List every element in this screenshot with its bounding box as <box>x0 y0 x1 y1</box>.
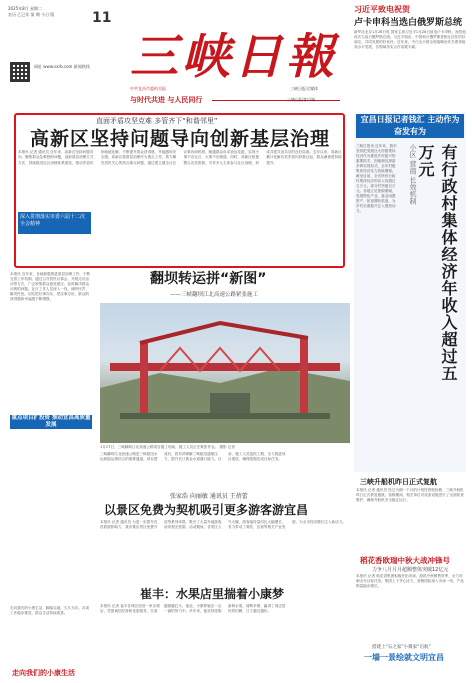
bottom-headline[interactable]: 崔丰：水果店里揣着小康梦 <box>140 587 285 601</box>
feature-body: 三峡翻坝江北高速公路是三峡枢纽水运和陆运相结合的重要通道。项目建成后，将有效缓解三峡枢纽通航压力，提升长江黄金水道通行能力。目前，施工人员抢抓工期，全力推进项目建设，确保按期完成目标任务。 <box>100 452 286 461</box>
top-right-title[interactable]: 习近平致电祝贺 <box>354 5 410 14</box>
top-right-body: 新华社北京1月28日电 国家主席习近平1月28日致电卢卡申科，祝贺他再次当选白俄罗斯总统。习近平指出，中国和白俄罗斯是相互信任的好朋友、共同发展的好伙伴。近年来，中白全天候全面战略伙伴关系持续高水平发展，各领域务实合作成果丰硕。 <box>354 30 466 49</box>
slogan-text: 与时代共进 与人民同行 <box>130 96 203 104</box>
left-column-body: 本报讯 近年来，各地积极推进基层治理工作，不断完善工作机制。通过召开居民议事会、开展走访活动等方式，广泛收集群众意见建议，及时解决群众反映的问题。社区工作人员深入一线，倾听民声，解决民忧，切实把好事办实、把实事办好，群众的获得感和幸福感不断增强。 <box>10 272 91 301</box>
top-right-subtitle[interactable]: 卢卡申科当选白俄罗斯总统 <box>354 18 463 28</box>
bridge-crane-illustration <box>100 303 350 443</box>
sidebar-subhead: 小区 营商 长效机制 <box>409 144 417 205</box>
left-bottom-body: 走向我们的小康生活，脚踏实地，久久为功。各项工作稳步推进，群众生活持续改善。 <box>10 606 90 615</box>
lead-tag-banner[interactable]: 深入贯彻落实市委六届十二次全会精神 <box>18 212 91 234</box>
sidebar-headline[interactable]: 有行政村集体经济年收入超过五万元 <box>416 144 458 382</box>
construction-photo <box>100 303 350 443</box>
civilization-headline[interactable]: 一墙一景绘就文明宜昌 <box>364 653 444 662</box>
page-number: 11 <box>92 10 112 26</box>
newspaper-logo: 三峡日報 <box>130 29 339 85</box>
feature-headline[interactable]: 翻坝转运拼“新图” <box>150 271 267 287</box>
qr-code-icon <box>10 62 30 82</box>
daohuaxiang-headline[interactable]: 稻花香欧瑞中秋大战冲锋号 <box>360 556 450 565</box>
logo-subtitle-2: 三峡日报全媒体 <box>290 86 318 91</box>
lead-headline[interactable]: 高新区坚持问题导向创新基层治理 <box>30 128 331 150</box>
issue-date: 2025年8月 星期二 <box>8 6 42 11</box>
slogan-rule <box>212 100 340 101</box>
issue-info <box>8 6 68 18</box>
ship-lift-body: 本报讯 记者 通讯员 经过为期一个月的计划性停航检修，三峡升船机昨日正式恢复通航。检修期间，相关单位对设备设施进行了全面检查维护，确保升船机安全稳定运行。 <box>356 488 464 502</box>
lead-body: 本报讯 记者 通讯员 近年来，高新区坚持问题导向，聚焦群众急难愁盼问题，创新基层治理方式方法，持续推进社区治理体系建设，推动矛盾纠纷就地化解，不断提升群众获得感、幸福感和安全感。高新区将基层治理作为重点工作，着力解决居民关心的热点难点问题，通过建立健全社区议事协商机制，畅通群众诉求表达渠道，实现小事不出社区、大事不出街道。同时，高新区积极整合各类资源，引导多元主体参与社区治理，形成共建共治共享的良好局面。去年以来，高新区累计化解各类矛盾纠纷数百起，群众满意度持续提升。 <box>18 150 342 165</box>
middle-kicker: 张家浩 向丽敏 通讯员 王蓓蕾 <box>170 493 248 500</box>
middle-headline[interactable]: 以景区免费为契机吸引更多游客游宜昌 <box>104 503 309 517</box>
sidebar-header[interactable]: 宜昌日报记者钱汇 主动作为 奋发有为 <box>356 114 464 138</box>
top-right-article[interactable] <box>354 4 466 50</box>
civilization-kicker: 搭建上“石之家”小微家“启航” <box>372 645 431 650</box>
feature-subtitle: ——三峡翻坝江北高速公路紧张施工 <box>170 292 259 298</box>
issue-lines: 农历 乙巳年 第 期 今日 版 <box>8 12 55 17</box>
lead-kicker: 直面矛盾攻坚克难 多管齐下“和谐邻里” <box>96 117 218 125</box>
left-column-badge[interactable]: 重点项目扩投资 推动宜昌高质量发展 <box>11 415 91 428</box>
ship-lift-headline[interactable]: 三峡升船机昨日正式复航 <box>360 478 437 486</box>
photo-caption: 1月27日，三峡翻坝江北高速公路项目施工现场，施工人员正在紧张作业。 摄影 记者 <box>100 445 235 449</box>
bottom-body: 本报讯 记者 崔丰在城区经营一家水果店，凭借诚信经营和优质服务，生意越做越红火。他说，小康梦就在一点一滴的努力中。多年来，他坚持选购新鲜水果，薄利多销，赢得了周边居民的信赖，日子越过越好。 <box>100 604 286 613</box>
qr-text: 网址 www.sxrb.com 新闻热线 <box>34 64 90 69</box>
logo-subtitle: 中共宜昌市委机关报 <box>130 86 166 91</box>
daohuaxiang-subtitle: 力争八月月月超额整体突破12亿元 <box>372 567 449 573</box>
sidebar-body: 三峡日报讯 近年来，我市坚持把发展壮大村级集体经济作为推进乡村振兴的重要抓手，因地制宜探索多种实现形式，全市村级集体经济实力持续增强。截至目前，全市所有行政村集体经济年收入均超过五万元，部分村突破百万元。各地立足资源禀赋，发展特色产业，盘活闲置资产，拓宽增收渠道，为乡村全面振兴注入强劲动力。 <box>356 144 397 213</box>
slogan-small: 三峡日报客户端 <box>287 97 315 102</box>
left-bottom-title[interactable]: 走向我们的小康生活 <box>12 669 75 677</box>
middle-body: 本报讯 记者 通讯员 为进一步提升宜昌旅游影响力，我市推出景区免费开放等系列举措，吸引了大量外地游客前来观光旅游。活动期间，各景区人气火爆，游客接待量同比大幅增长，有力带动了餐饮、住宿等相关产业发展，为全市经济增长注入新活力。 <box>100 520 346 529</box>
daohuaxiang-body: 本报讯 记者 稻花香集团积极开拓市场，抢抓中秋销售旺季，全力冲刺全年目标任务。集团上下齐心协力，营销团队深入市场一线，产品销量稳步增长。 <box>356 574 464 588</box>
